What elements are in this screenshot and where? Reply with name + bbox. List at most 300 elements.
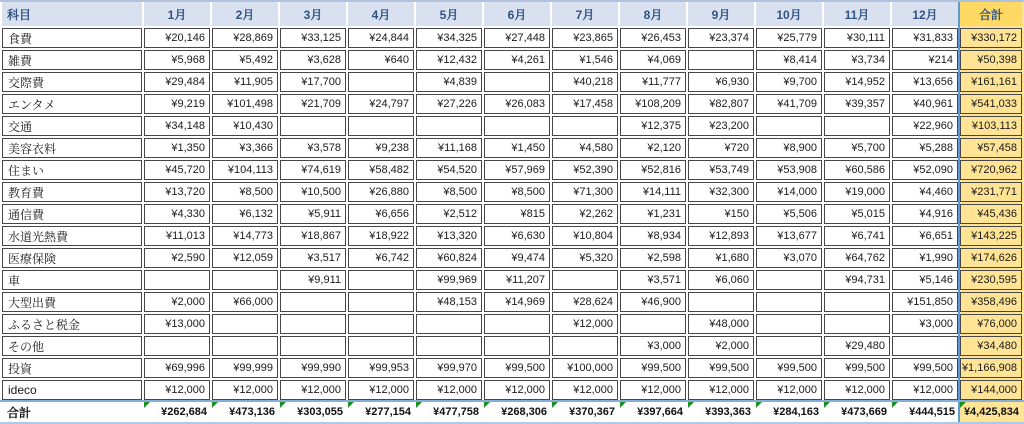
value-cell[interactable]: [416, 314, 482, 334]
row-total-cell[interactable]: ¥57,458: [960, 138, 1022, 158]
table-row: [2, 292, 1022, 312]
footer-total-cell[interactable]: ¥473,669: [824, 402, 890, 422]
value-cell[interactable]: ¥8,500: [212, 182, 278, 202]
value-cell[interactable]: ¥3,571: [620, 270, 686, 290]
value-cell[interactable]: ¥39,357: [824, 94, 890, 114]
value-cell[interactable]: ¥9,911: [280, 270, 346, 290]
value-cell[interactable]: ¥18,867: [280, 226, 346, 246]
value-cell[interactable]: ¥10,804: [552, 226, 618, 246]
error-triangle-icon: [484, 402, 490, 408]
value-cell[interactable]: ¥13,320: [416, 226, 482, 246]
value-cell[interactable]: ¥4,330: [144, 204, 210, 224]
value-cell[interactable]: ¥1,990: [892, 248, 958, 268]
value-cell[interactable]: ¥13,677: [756, 226, 822, 246]
value-cell[interactable]: ¥53,749: [688, 160, 754, 180]
value-cell[interactable]: ¥30,111: [824, 28, 890, 48]
value-cell[interactable]: ¥54,520: [416, 160, 482, 180]
value-cell[interactable]: ¥24,844: [348, 28, 414, 48]
value-cell[interactable]: ¥2,000: [144, 292, 210, 312]
row-total-cell[interactable]: ¥45,436: [960, 204, 1022, 224]
row-label[interactable]: 交際費: [2, 72, 142, 92]
error-triangle-icon: [144, 402, 150, 408]
value-cell[interactable]: [824, 116, 890, 136]
value-cell[interactable]: ¥214: [892, 50, 958, 70]
value-cell[interactable]: ¥12,000: [144, 380, 210, 400]
header-month[interactable]: 1月: [144, 2, 210, 26]
value-cell[interactable]: ¥29,480: [824, 336, 890, 356]
table-row: [2, 160, 1022, 180]
value-cell[interactable]: ¥12,000: [416, 380, 482, 400]
value-cell[interactable]: [552, 336, 618, 356]
value-cell[interactable]: [756, 336, 822, 356]
value-cell[interactable]: ¥18,922: [348, 226, 414, 246]
value-cell[interactable]: ¥23,865: [552, 28, 618, 48]
value-cell[interactable]: ¥4,069: [620, 50, 686, 70]
value-cell[interactable]: ¥99,500: [824, 358, 890, 378]
value-cell[interactable]: ¥99,969: [416, 270, 482, 290]
value-cell[interactable]: [756, 116, 822, 136]
error-triangle-icon: [552, 402, 558, 408]
value-cell[interactable]: ¥6,132: [212, 204, 278, 224]
row-label[interactable]: 食費: [2, 28, 142, 48]
value-cell[interactable]: ¥26,083: [484, 94, 550, 114]
error-triangle-icon: [212, 402, 218, 408]
value-cell[interactable]: ¥74,619: [280, 160, 346, 180]
value-cell[interactable]: ¥12,000: [688, 380, 754, 400]
row-total-cell[interactable]: ¥1,166,908: [960, 358, 1022, 378]
value-cell[interactable]: ¥12,000: [756, 380, 822, 400]
value-cell[interactable]: ¥5,015: [824, 204, 890, 224]
row-total-cell[interactable]: ¥103,113: [960, 116, 1022, 136]
row-label[interactable]: その他: [2, 336, 142, 356]
value-cell[interactable]: ¥10,500: [280, 182, 346, 202]
value-cell[interactable]: ¥99,500: [688, 358, 754, 378]
value-cell[interactable]: [280, 314, 346, 334]
value-cell[interactable]: ¥8,934: [620, 226, 686, 246]
table-row: [2, 182, 1022, 202]
table-row: [2, 248, 1022, 268]
table-row: [2, 314, 1022, 334]
row-label[interactable]: 雑費: [2, 50, 142, 70]
value-cell[interactable]: [416, 336, 482, 356]
value-cell[interactable]: ¥21,709: [280, 94, 346, 114]
error-triangle-icon: [756, 402, 762, 408]
value-cell[interactable]: ¥12,893: [688, 226, 754, 246]
value-cell[interactable]: ¥99,990: [280, 358, 346, 378]
value-cell[interactable]: ¥69,996: [144, 358, 210, 378]
value-cell[interactable]: ¥4,261: [484, 50, 550, 70]
value-cell[interactable]: ¥34,325: [416, 28, 482, 48]
value-cell[interactable]: ¥48,000: [688, 314, 754, 334]
value-cell[interactable]: ¥5,506: [756, 204, 822, 224]
value-cell[interactable]: ¥66,000: [212, 292, 278, 312]
value-cell[interactable]: ¥5,911: [280, 204, 346, 224]
value-cell[interactable]: [824, 314, 890, 334]
row-label[interactable]: 通信費: [2, 204, 142, 224]
value-cell[interactable]: ¥9,219: [144, 94, 210, 114]
value-cell[interactable]: ¥11,013: [144, 226, 210, 246]
value-cell[interactable]: ¥11,168: [416, 138, 482, 158]
value-cell[interactable]: ¥23,200: [688, 116, 754, 136]
table-row: [2, 138, 1022, 158]
value-cell[interactable]: ¥17,458: [552, 94, 618, 114]
value-cell[interactable]: ¥53,908: [756, 160, 822, 180]
row-label[interactable]: エンタメ: [2, 94, 142, 114]
value-cell[interactable]: [212, 314, 278, 334]
value-cell[interactable]: ¥99,970: [416, 358, 482, 378]
value-cell[interactable]: [756, 292, 822, 312]
value-cell[interactable]: ¥5,968: [144, 50, 210, 70]
error-triangle-icon: [960, 402, 966, 408]
header-month[interactable]: 12月: [892, 2, 958, 26]
header-month[interactable]: 5月: [416, 2, 482, 26]
value-cell[interactable]: ¥3,070: [756, 248, 822, 268]
value-cell[interactable]: ¥3,517: [280, 248, 346, 268]
error-triangle-icon: [416, 402, 422, 408]
value-cell[interactable]: ¥108,209: [620, 94, 686, 114]
value-cell[interactable]: ¥2,120: [620, 138, 686, 158]
value-cell[interactable]: [552, 116, 618, 136]
value-cell[interactable]: ¥8,500: [416, 182, 482, 202]
value-cell[interactable]: ¥13,656: [892, 72, 958, 92]
value-cell[interactable]: ¥64,762: [824, 248, 890, 268]
table-row: [2, 28, 1022, 48]
row-label[interactable]: 大型出費: [2, 292, 142, 312]
value-cell[interactable]: ¥12,000: [484, 380, 550, 400]
value-cell[interactable]: ¥13,000: [144, 314, 210, 334]
table-row: [2, 270, 1022, 290]
value-cell[interactable]: ¥151,850: [892, 292, 958, 312]
value-cell[interactable]: ¥28,624: [552, 292, 618, 312]
table-row: [2, 226, 1022, 246]
value-cell[interactable]: ¥25,779: [756, 28, 822, 48]
value-cell[interactable]: ¥12,432: [416, 50, 482, 70]
value-cell[interactable]: [688, 292, 754, 312]
value-cell[interactable]: ¥4,916: [892, 204, 958, 224]
table-body: [2, 28, 1022, 400]
value-cell[interactable]: [484, 72, 550, 92]
row-total-cell[interactable]: ¥330,172: [960, 28, 1022, 48]
value-cell[interactable]: ¥9,238: [348, 138, 414, 158]
value-cell[interactable]: ¥13,720: [144, 182, 210, 202]
header-month[interactable]: 9月: [688, 2, 754, 26]
row-label[interactable]: ideco: [2, 380, 142, 400]
value-cell[interactable]: ¥26,880: [348, 182, 414, 202]
value-cell[interactable]: ¥26,453: [620, 28, 686, 48]
value-cell[interactable]: ¥9,474: [484, 248, 550, 268]
table-footer: [2, 402, 1022, 422]
value-cell[interactable]: ¥1,546: [552, 50, 618, 70]
value-cell[interactable]: ¥6,651: [892, 226, 958, 246]
value-cell[interactable]: ¥3,734: [824, 50, 890, 70]
value-cell[interactable]: ¥99,953: [348, 358, 414, 378]
value-cell[interactable]: ¥9,700: [756, 72, 822, 92]
value-cell[interactable]: ¥4,839: [416, 72, 482, 92]
value-cell[interactable]: ¥99,500: [620, 358, 686, 378]
value-cell[interactable]: [212, 270, 278, 290]
header-month[interactable]: 3月: [280, 2, 346, 26]
value-cell[interactable]: [892, 336, 958, 356]
row-total-cell[interactable]: ¥230,595: [960, 270, 1022, 290]
table-row: [2, 336, 1022, 356]
value-cell[interactable]: ¥1,680: [688, 248, 754, 268]
value-cell[interactable]: ¥52,816: [620, 160, 686, 180]
value-cell[interactable]: ¥34,148: [144, 116, 210, 136]
value-cell[interactable]: ¥11,905: [212, 72, 278, 92]
error-triangle-icon: [824, 402, 830, 408]
value-cell[interactable]: ¥27,448: [484, 28, 550, 48]
row-label[interactable]: 投資: [2, 358, 142, 378]
row-label[interactable]: 美容衣料: [2, 138, 142, 158]
value-cell[interactable]: [824, 292, 890, 312]
value-cell[interactable]: ¥31,833: [892, 28, 958, 48]
value-cell[interactable]: ¥3,000: [892, 314, 958, 334]
footer-total-cell[interactable]: ¥473,136: [212, 402, 278, 422]
value-cell[interactable]: [212, 336, 278, 356]
value-cell[interactable]: ¥6,060: [688, 270, 754, 290]
row-total-cell[interactable]: ¥50,398: [960, 50, 1022, 70]
value-cell[interactable]: ¥4,580: [552, 138, 618, 158]
value-cell[interactable]: ¥6,656: [348, 204, 414, 224]
row-label[interactable]: 教育費: [2, 182, 142, 202]
value-cell[interactable]: ¥27,226: [416, 94, 482, 114]
value-cell[interactable]: ¥11,777: [620, 72, 686, 92]
row-label[interactable]: 車: [2, 270, 142, 290]
value-cell[interactable]: ¥23,374: [688, 28, 754, 48]
value-cell[interactable]: ¥5,288: [892, 138, 958, 158]
value-cell[interactable]: ¥99,999: [212, 358, 278, 378]
value-cell[interactable]: ¥1,450: [484, 138, 550, 158]
footer-total-cell[interactable]: ¥397,664: [620, 402, 686, 422]
value-cell[interactable]: ¥101,498: [212, 94, 278, 114]
value-cell[interactable]: [416, 116, 482, 136]
value-cell[interactable]: ¥2,262: [552, 204, 618, 224]
value-cell[interactable]: ¥94,731: [824, 270, 890, 290]
table-row: [2, 50, 1022, 70]
footer-total-cell[interactable]: ¥370,367: [552, 402, 618, 422]
value-cell[interactable]: [348, 72, 414, 92]
value-cell[interactable]: ¥41,709: [756, 94, 822, 114]
footer-total-cell[interactable]: ¥262,684: [144, 402, 210, 422]
value-cell[interactable]: ¥99,500: [892, 358, 958, 378]
value-cell[interactable]: ¥40,218: [552, 72, 618, 92]
value-cell[interactable]: ¥82,807: [688, 94, 754, 114]
value-cell[interactable]: ¥3,578: [280, 138, 346, 158]
header-month[interactable]: 10月: [756, 2, 822, 26]
value-cell[interactable]: ¥12,000: [892, 380, 958, 400]
footer-total-cell[interactable]: ¥477,758: [416, 402, 482, 422]
value-cell[interactable]: [484, 336, 550, 356]
error-triangle-icon: [280, 402, 286, 408]
header-month[interactable]: 2月: [212, 2, 278, 26]
value-cell[interactable]: ¥11,207: [484, 270, 550, 290]
footer-row: [2, 402, 1022, 422]
value-cell[interactable]: ¥3,000: [620, 336, 686, 356]
value-cell[interactable]: ¥8,414: [756, 50, 822, 70]
table-row: [2, 94, 1022, 114]
footer-total-cell[interactable]: ¥444,515: [892, 402, 958, 422]
value-cell[interactable]: ¥4,460: [892, 182, 958, 202]
value-cell[interactable]: ¥58,482: [348, 160, 414, 180]
value-cell[interactable]: ¥2,000: [688, 336, 754, 356]
value-cell[interactable]: [280, 336, 346, 356]
value-cell[interactable]: ¥640: [348, 50, 414, 70]
value-cell[interactable]: ¥14,952: [824, 72, 890, 92]
value-cell[interactable]: ¥60,824: [416, 248, 482, 268]
value-cell[interactable]: ¥10,430: [212, 116, 278, 136]
value-cell[interactable]: ¥29,484: [144, 72, 210, 92]
row-label[interactable]: 交通: [2, 116, 142, 136]
value-cell[interactable]: ¥6,741: [824, 226, 890, 246]
value-cell[interactable]: [280, 116, 346, 136]
value-cell[interactable]: [348, 314, 414, 334]
value-cell[interactable]: ¥60,586: [824, 160, 890, 180]
value-cell[interactable]: ¥8,500: [484, 182, 550, 202]
value-cell[interactable]: [348, 116, 414, 136]
value-cell[interactable]: [552, 270, 618, 290]
value-cell[interactable]: ¥2,590: [144, 248, 210, 268]
value-cell[interactable]: [688, 50, 754, 70]
value-cell[interactable]: ¥6,630: [484, 226, 550, 246]
value-cell[interactable]: ¥17,700: [280, 72, 346, 92]
value-cell[interactable]: ¥6,742: [348, 248, 414, 268]
value-cell[interactable]: ¥28,869: [212, 28, 278, 48]
row-total-cell[interactable]: ¥76,000: [960, 314, 1022, 334]
value-cell[interactable]: ¥48,153: [416, 292, 482, 312]
value-cell[interactable]: ¥12,000: [552, 314, 618, 334]
value-cell[interactable]: [756, 314, 822, 334]
value-cell[interactable]: ¥71,300: [552, 182, 618, 202]
value-cell[interactable]: ¥12,000: [824, 380, 890, 400]
row-total-cell[interactable]: ¥161,161: [960, 72, 1022, 92]
footer-total-cell[interactable]: ¥393,363: [688, 402, 754, 422]
value-cell[interactable]: ¥12,375: [620, 116, 686, 136]
value-cell[interactable]: ¥2,512: [416, 204, 482, 224]
value-cell[interactable]: ¥5,492: [212, 50, 278, 70]
value-cell[interactable]: [620, 314, 686, 334]
value-cell[interactable]: ¥1,350: [144, 138, 210, 158]
row-total-cell[interactable]: ¥231,771: [960, 182, 1022, 202]
footer-label[interactable]: 合計: [7, 405, 32, 420]
value-cell[interactable]: ¥720: [688, 138, 754, 158]
footer-total-cell[interactable]: ¥277,154: [348, 402, 414, 422]
value-cell[interactable]: [484, 314, 550, 334]
value-cell[interactable]: ¥99,500: [484, 358, 550, 378]
value-cell[interactable]: ¥99,500: [756, 358, 822, 378]
value-cell[interactable]: ¥5,320: [552, 248, 618, 268]
row-label[interactable]: 医療保険: [2, 248, 142, 268]
header-subject[interactable]: 科目: [2, 2, 142, 26]
row-label[interactable]: 住まい: [2, 160, 142, 180]
row-label[interactable]: ふるさと税金: [2, 314, 142, 334]
value-cell[interactable]: [144, 270, 210, 290]
value-cell[interactable]: ¥22,960: [892, 116, 958, 136]
value-cell[interactable]: ¥100,000: [552, 358, 618, 378]
value-cell[interactable]: ¥52,090: [892, 160, 958, 180]
header-month[interactable]: 11月: [824, 2, 890, 26]
table-row: [2, 204, 1022, 224]
value-cell[interactable]: ¥2,598: [620, 248, 686, 268]
value-cell[interactable]: ¥12,000: [620, 380, 686, 400]
value-cell[interactable]: ¥5,700: [824, 138, 890, 158]
header-total[interactable]: 合計: [960, 2, 1022, 26]
header-month[interactable]: 4月: [348, 2, 414, 26]
header-month[interactable]: 6月: [484, 2, 550, 26]
table-row: [2, 358, 1022, 378]
value-cell[interactable]: [144, 336, 210, 356]
row-total-cell[interactable]: ¥358,496: [960, 292, 1022, 312]
value-cell[interactable]: ¥6,930: [688, 72, 754, 92]
value-cell[interactable]: ¥8,900: [756, 138, 822, 158]
table-row: [2, 116, 1022, 136]
error-triangle-icon: [688, 402, 694, 408]
value-cell[interactable]: ¥33,125: [280, 28, 346, 48]
footer-total-cell[interactable]: ¥268,306: [484, 402, 550, 422]
value-cell[interactable]: [348, 292, 414, 312]
footer-total-cell[interactable]: ¥303,055: [280, 402, 346, 422]
value-cell[interactable]: ¥45,720: [144, 160, 210, 180]
row-total-cell[interactable]: ¥143,225: [960, 226, 1022, 246]
value-cell[interactable]: ¥46,900: [620, 292, 686, 312]
value-cell[interactable]: ¥150: [688, 204, 754, 224]
header-month[interactable]: 8月: [620, 2, 686, 26]
value-cell[interactable]: ¥14,773: [212, 226, 278, 246]
value-cell[interactable]: ¥3,366: [212, 138, 278, 158]
row-total-cell[interactable]: ¥541,033: [960, 94, 1022, 114]
grand-total-cell[interactable]: ¥4,425,834: [960, 402, 1022, 422]
row-label[interactable]: 水道光熱費: [2, 226, 142, 246]
value-cell[interactable]: ¥3,628: [280, 50, 346, 70]
value-cell[interactable]: ¥20,146: [144, 28, 210, 48]
table-row: [2, 380, 1022, 400]
error-triangle-icon: [348, 402, 354, 408]
value-cell[interactable]: [484, 116, 550, 136]
error-triangle-icon: [620, 402, 626, 408]
value-cell[interactable]: [348, 270, 414, 290]
value-cell[interactable]: [756, 270, 822, 290]
value-cell[interactable]: ¥14,111: [620, 182, 686, 202]
footer-total-cell[interactable]: ¥284,163: [756, 402, 822, 422]
value-cell[interactable]: ¥12,059: [212, 248, 278, 268]
row-total-cell[interactable]: ¥174,626: [960, 248, 1022, 268]
value-cell[interactable]: ¥40,961: [892, 94, 958, 114]
value-cell[interactable]: ¥14,969: [484, 292, 550, 312]
row-total-cell[interactable]: ¥144,000: [960, 380, 1022, 400]
value-cell[interactable]: ¥1,231: [620, 204, 686, 224]
row-total-cell[interactable]: ¥34,480: [960, 336, 1022, 356]
value-cell[interactable]: ¥104,113: [212, 160, 278, 180]
table-header-row: [2, 2, 1022, 26]
value-cell[interactable]: ¥19,000: [824, 182, 890, 202]
value-cell[interactable]: ¥12,000: [280, 380, 346, 400]
error-triangle-icon: [892, 402, 898, 408]
value-cell[interactable]: ¥24,797: [348, 94, 414, 114]
value-cell[interactable]: ¥815: [484, 204, 550, 224]
value-cell[interactable]: ¥32,300: [688, 182, 754, 202]
table-row: [2, 72, 1022, 92]
value-cell[interactable]: ¥12,000: [212, 380, 278, 400]
row-total-cell[interactable]: ¥720,962: [960, 160, 1022, 180]
value-cell[interactable]: ¥14,000: [756, 182, 822, 202]
value-cell[interactable]: ¥12,000: [552, 380, 618, 400]
value-cell[interactable]: ¥5,146: [892, 270, 958, 290]
value-cell[interactable]: ¥12,000: [348, 380, 414, 400]
value-cell[interactable]: [280, 292, 346, 312]
value-cell[interactable]: [348, 336, 414, 356]
header-month[interactable]: 7月: [552, 2, 618, 26]
value-cell[interactable]: ¥57,969: [484, 160, 550, 180]
value-cell[interactable]: ¥52,390: [552, 160, 618, 180]
